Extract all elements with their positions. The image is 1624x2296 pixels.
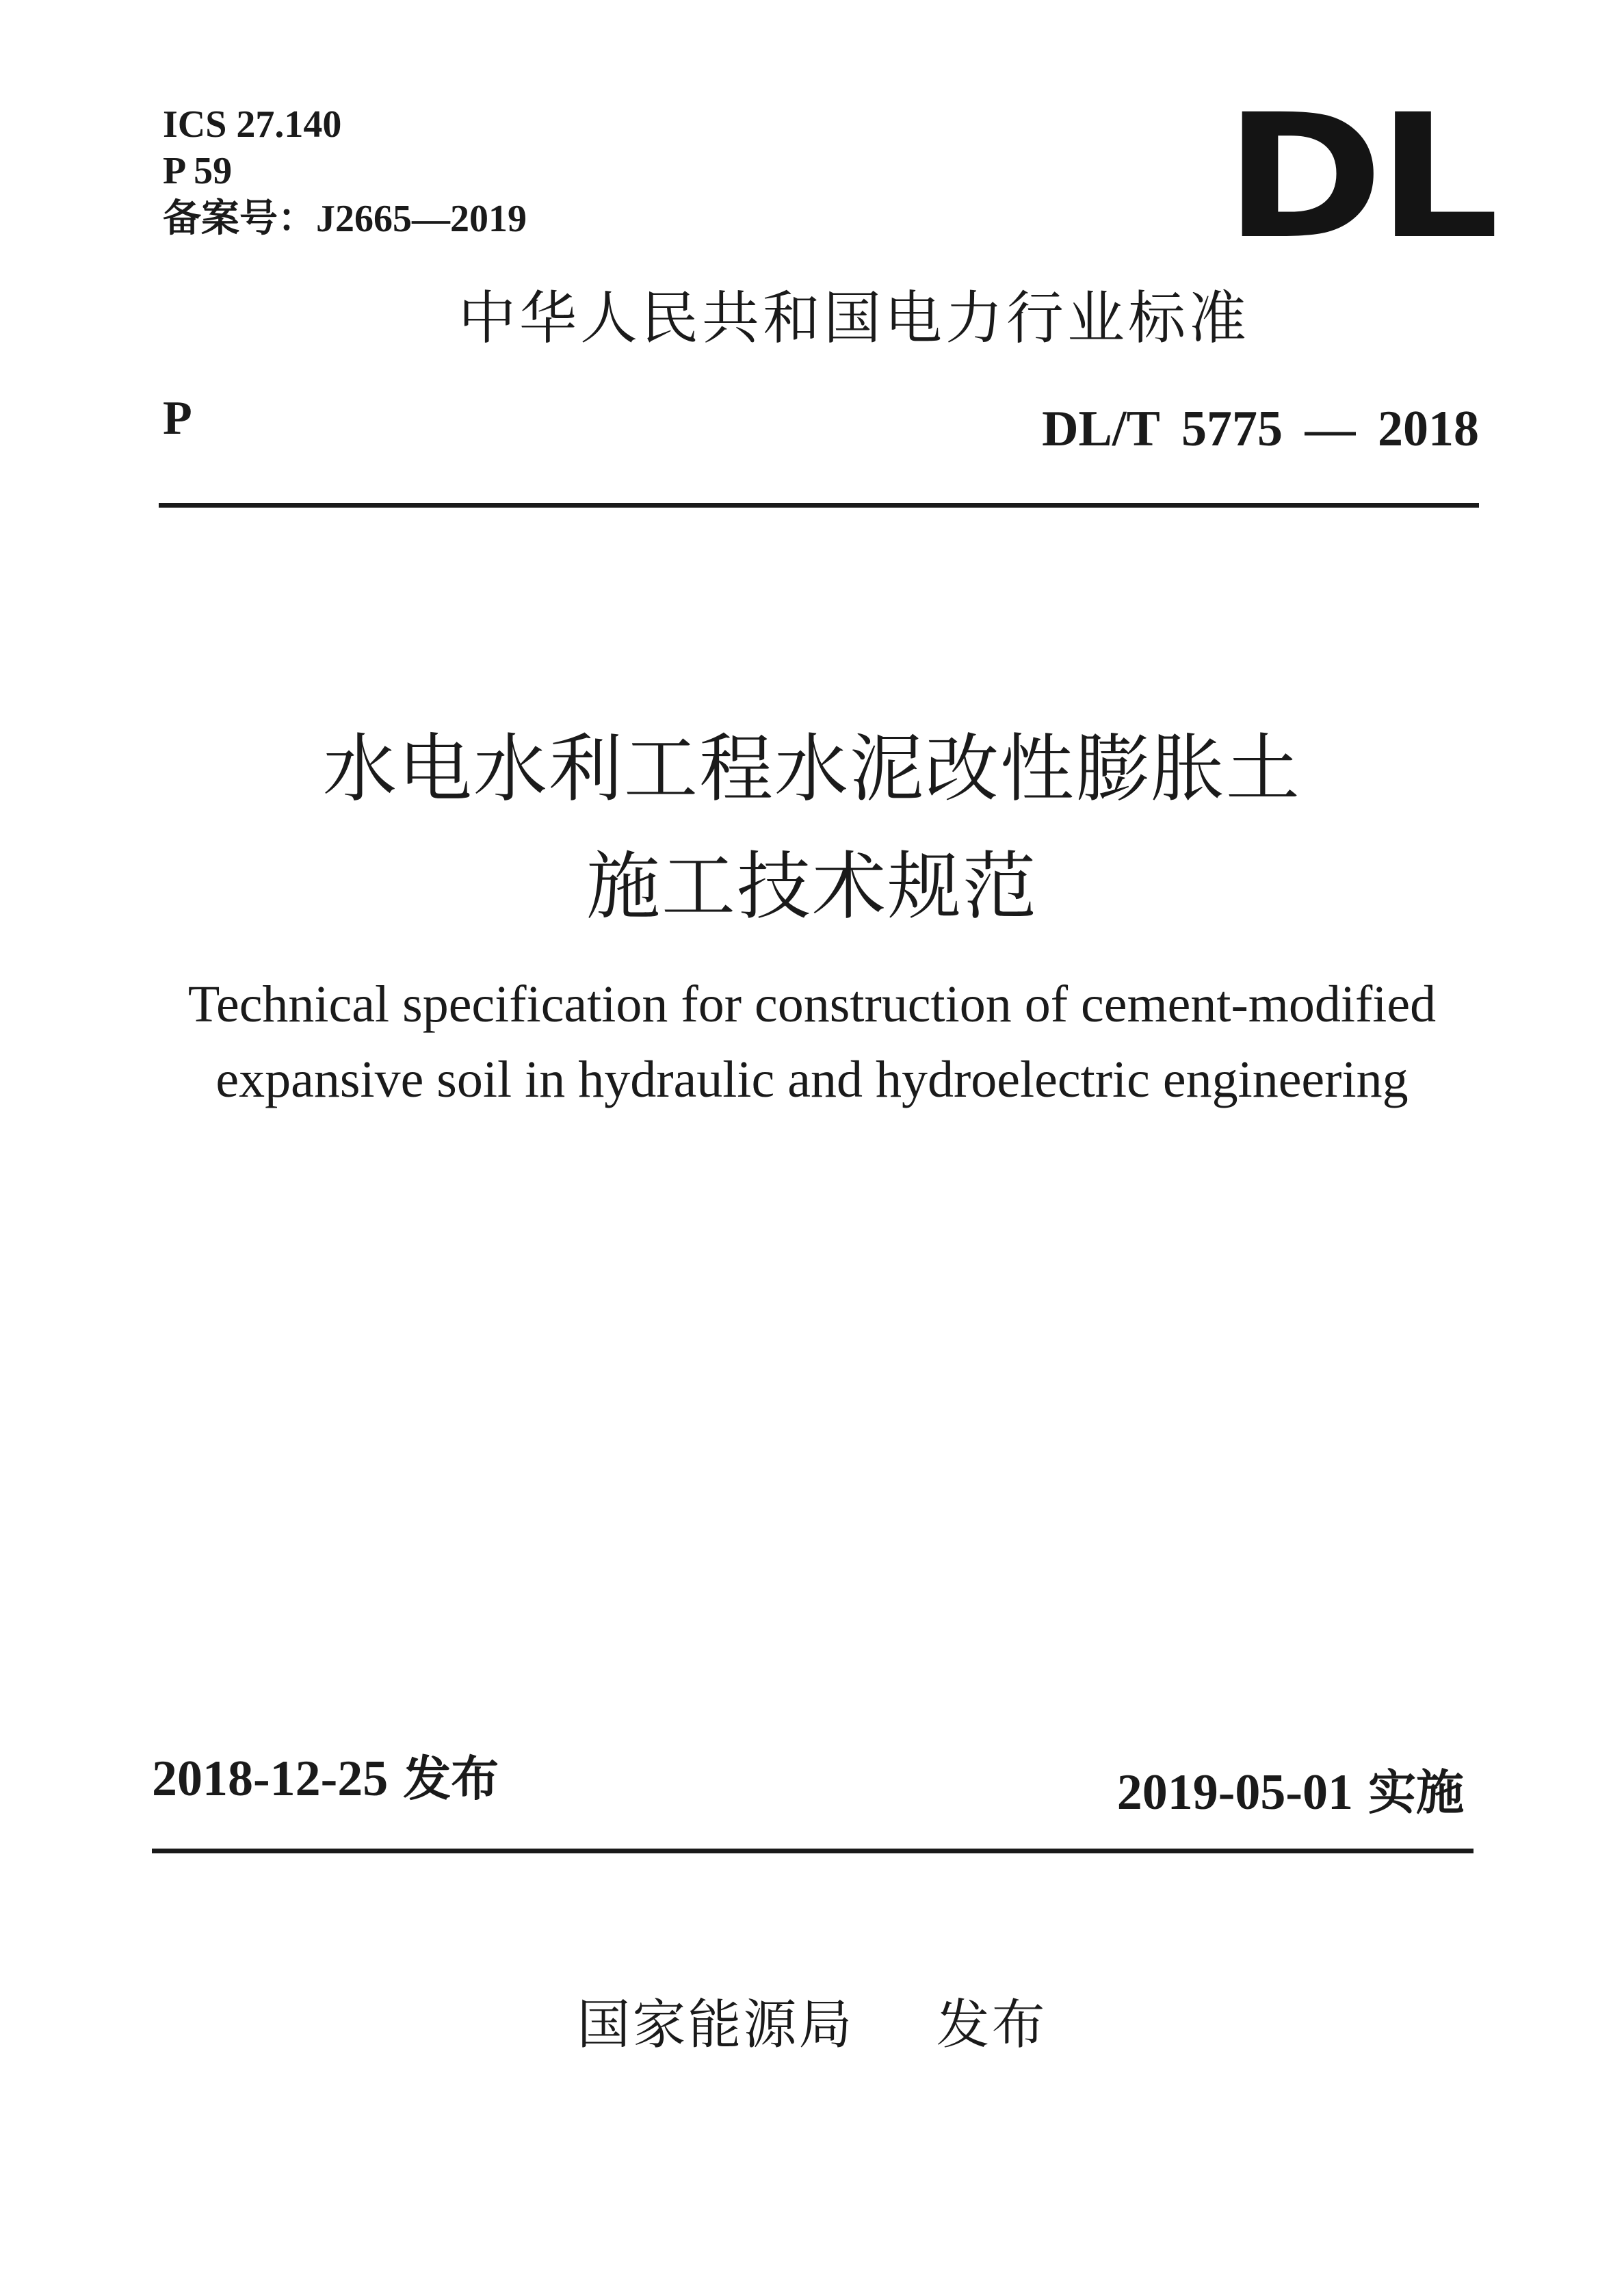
english-title-line-2: expansive soil in hydraulic and hydroelectric engineering bbox=[215, 1051, 1409, 1108]
issuer-block bbox=[0, 1991, 1624, 2059]
issuer-action: 发布 bbox=[936, 1994, 1047, 2056]
dl-logo: DL bbox=[1224, 77, 1493, 276]
implementation-date-block bbox=[1117, 1762, 1464, 1823]
issue-label: 发布 bbox=[403, 1751, 499, 1807]
english-title-line-1: Technical specification for construction of cement-modified bbox=[187, 976, 1437, 1033]
issue-date: 2018-12-25 bbox=[152, 1751, 389, 1807]
header-divider bbox=[159, 503, 1479, 508]
chinese-title-line-2: 施工技术规范 bbox=[586, 844, 1038, 930]
standard-type-heading: 中华人民共和国电力行业标准 bbox=[458, 285, 1250, 352]
issuer-name: 国家能源局 bbox=[577, 1994, 854, 2056]
ics-code: ICS 27.140 bbox=[163, 103, 342, 146]
category-mark: P bbox=[163, 392, 192, 445]
issue-date-block bbox=[152, 1748, 499, 1810]
standard-number: DL/T 5775 — 2018 bbox=[1042, 401, 1479, 457]
category-code: P 59 bbox=[163, 150, 233, 192]
footer-divider bbox=[152, 1849, 1474, 1853]
chinese-title-line-1: 水电水利工程水泥改性膨胀土 bbox=[322, 727, 1301, 812]
filing-number: 备案号：J2665—2019 bbox=[163, 198, 527, 240]
implementation-date: 2019-05-01 bbox=[1116, 1764, 1353, 1821]
implementation-label: 实施 bbox=[1368, 1764, 1464, 1821]
